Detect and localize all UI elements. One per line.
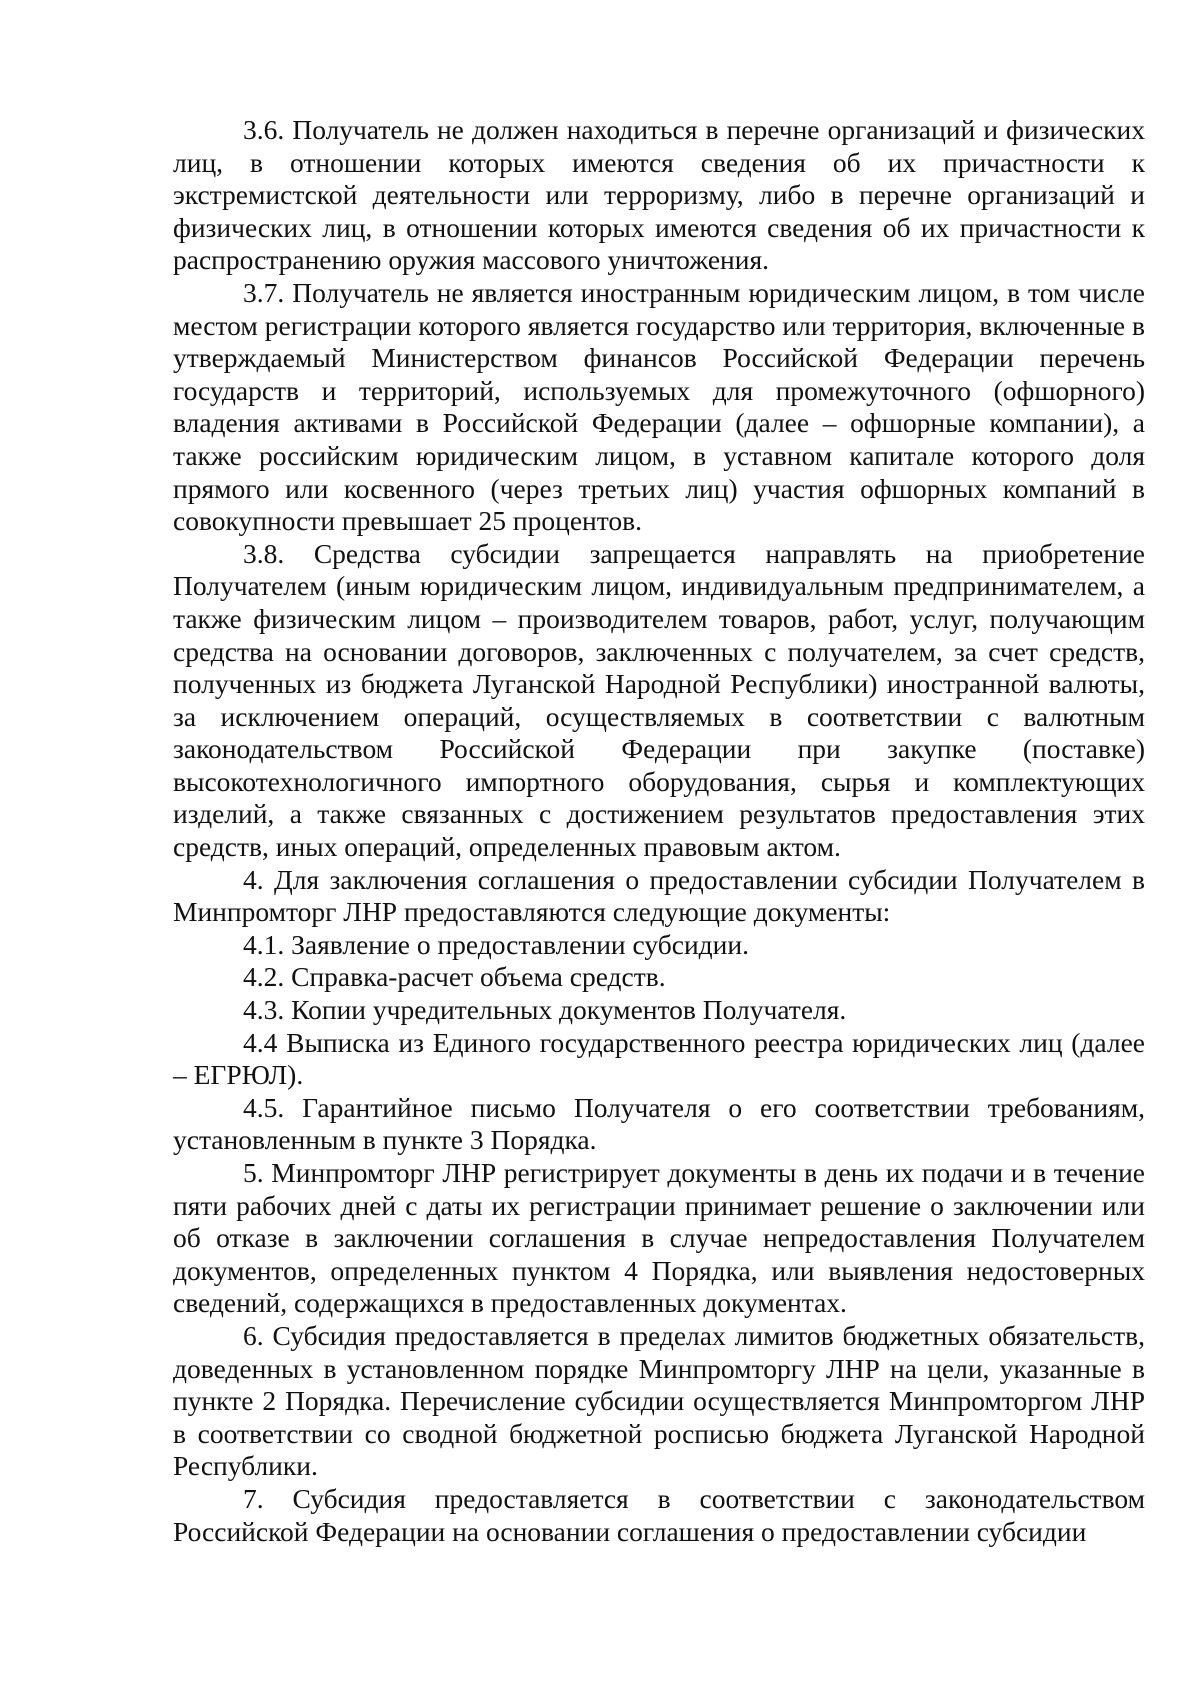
paragraph-3-7: 3.7. Получатель не является иностранным юридическим лицом, в том числе местом регистрации которого является государство или территория, включенные в утверждаемый Министерством финансов Российской Федерации перечень государств и территорий, используемых для промежуточного (офшорного) владения активами в Российской Федерации (далее – офшорные компании), а также российским юридическим лицом, в уставном капитале которого доля прямого или косвенного (через третьих лиц) участия офшорных компаний в совокупности превышает 25 процентов. xyxy=(173,276,1145,537)
paragraph-5: 5. Минпромторг ЛНР регистрирует документы в день их подачи и в течение пяти рабочих дней с даты их регистрации принимает решение о заключении или об отказе в заключении соглашения в случае непредоставления Получателем документов, определенных пунктом 4 Порядка, или выявления недостоверных сведений, содержащихся в предоставленных документах. xyxy=(173,1157,1145,1319)
paragraph-4-2: 4.2. Справка-расчет объема средств. xyxy=(243,961,666,993)
paragraph-6: 6. Субсидия предоставляется в пределах лимитов бюджетных обязательств, доведенных в установленном порядке Минпромторгу ЛНР на цели, указанные в пункте 2 Порядка. Перечисление субсидии осуществляется Минпромторгом ЛНР в соответствии со сводной бюджетной росписью бюджета Луганской Народной Республики. xyxy=(173,1319,1145,1482)
paragraph-4-4: 4.4 Выписка из Единого государственного реестра юридических лиц (далее – ЕГРЮЛ). xyxy=(173,1026,1145,1091)
paragraph-4-1: 4.1. Заявление о предоставлении субсидии. xyxy=(243,928,749,960)
paragraph-4: 4. Для заключения соглашения о предоставлении субсидии Получателем в Минпромторг ЛНР предоставляются следующие документы: xyxy=(173,863,1145,928)
paragraph-4-3: 4.3. Копии учредительных документов Получателя. xyxy=(243,994,847,1026)
paragraph-7: 7. Субсидия предоставляется в соответствии с законодательством Российской Федерации на основании соглашения о предоставлении субсидии xyxy=(173,1482,1145,1547)
paragraph-4-5: 4.5. Гарантийное письмо Получателя о его соответствии требованиям, установленным в пункте 3 Порядка. xyxy=(173,1091,1145,1156)
paragraph-3-8: 3.8. Средства субсидии запрещается направлять на приобретение Получателем (иным юридическим лицом, индивидуальным предпринимателем, а также физическим лицом – производителем товаров, работ, услуг, получающим средства на основании договоров, заключенных с получателем, за счет средств, полученных из бюджета Луганской Народной Республики) иностранной валюты, за исключением операций, осуществляемых в соответствии с валютным законодательством Российской Федерации при закупке (поставке) высокотехнологичного импортного оборудования, сырья и комплектующих изделий, а также связанных с достижением результатов предоставления этих средств, иных операций, определенных правовым актом. xyxy=(173,537,1145,863)
paragraph-3-6: 3.6. Получатель не должен находиться в перечне организаций и физических лиц, в отношении которых имеются сведения об их причастности к экстремистской деятельности или терроризму, либо в перечне организаций и физических лиц, в отношении которых имеются сведения об их причастности к распространению оружия массового уничтожения. xyxy=(173,114,1145,276)
document-body xyxy=(173,114,1145,1548)
